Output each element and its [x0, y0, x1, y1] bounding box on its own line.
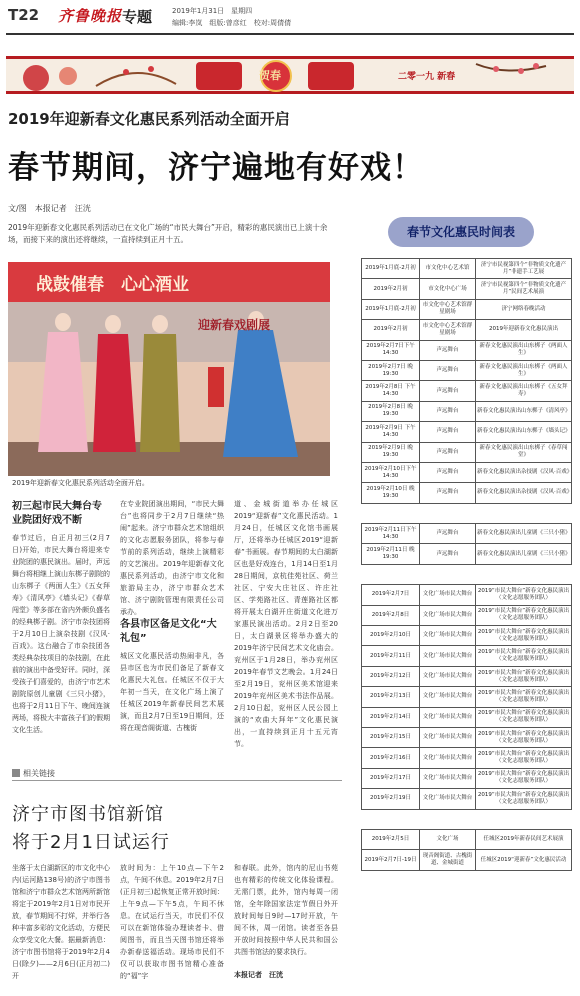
schedule-venue-cell: 文化广场市民大舞台: [420, 585, 476, 605]
newspaper-logo: 齐鲁晚报: [58, 7, 123, 25]
schedule-time-cell: 2019年2月初: [362, 320, 420, 340]
schedule-event-cell: 新春文化惠民演出儿童剧《三只小猪》: [476, 544, 572, 564]
schedule-row: [362, 829, 572, 849]
schedule-row: [362, 605, 572, 625]
schedule-venue-cell: 市文化中心艺术馆群星剧场: [420, 320, 476, 340]
schedule-event-cell: 2019“市民大舞台”新春文化惠民演出（文化志愿服务团队）: [476, 707, 572, 727]
schedule-time-cell: 2019年2月7日: [362, 585, 420, 605]
schedule-time-cell: 2019年2月12日: [362, 666, 420, 686]
article-byline: 文/图 本报记者 汪洸: [8, 204, 91, 213]
schedule-time-cell: 2019年2月16日: [362, 748, 420, 768]
schedule-venue-cell: 声远舞台: [420, 381, 476, 401]
schedule-event-cell: 2019“市民大舞台”新春文化惠民演出（文化志愿服务团队）: [476, 789, 572, 809]
schedule-event-cell: 新春文化惠民演出杂技剧《汉风·百戏》: [476, 462, 572, 482]
schedule-group-gap: [362, 809, 572, 829]
schedule-venue-cell: 文化广场市民大舞台: [420, 626, 476, 646]
schedule-row: [362, 768, 572, 788]
schedule-event-cell: 任城区2019年新春民间艺术展演: [476, 829, 572, 849]
library-headline-line1: 济宁市图书馆新馆: [12, 804, 164, 825]
schedule-row: [362, 422, 572, 442]
schedule-time-cell: 2019年2月10日下午14:30: [362, 462, 420, 482]
schedule-row: [362, 462, 572, 482]
schedule-time-cell: 2019年1月底-2月初: [362, 259, 420, 279]
schedule-row: [362, 259, 572, 279]
schedule-row: [362, 360, 572, 380]
schedule-event-cell: 新春文化惠民演出山东梆子《五女拜寿》: [476, 381, 572, 401]
schedule-table: [361, 258, 572, 871]
schedule-row: [362, 666, 572, 686]
schedule-event-cell: 2019“市民大舞台”新春文化惠民演出（文化志愿服务团队）: [476, 768, 572, 788]
photo-banner-text: 战鼓催春 心心酒业: [36, 275, 189, 295]
schedule-title-tag: 春节文化惠民时间表: [388, 217, 534, 247]
schedule-row: [362, 707, 572, 727]
schedule-event-cell: 2019“市民大舞台”新春文化惠民演出（文化志愿服务团队）: [476, 626, 572, 646]
schedule-venue-cell: 市文化中心艺术馆群星剧场: [420, 299, 476, 319]
schedule-event-cell: 2019“市民大舞台”新春文化惠民演出（文化志愿服务团队）: [476, 687, 572, 707]
schedule-time-cell: 2019年2月5日: [362, 829, 420, 849]
schedule-venue-cell: 文化广场: [420, 829, 476, 849]
schedule-time-cell: 2019年2月15日: [362, 727, 420, 747]
schedule-row: [362, 483, 572, 503]
schedule-venue-cell: 声远舞台: [420, 401, 476, 421]
schedule-time-cell: 2019年2月8日: [362, 605, 420, 625]
schedule-time-cell: 2019年2月7日下午14:30: [362, 340, 420, 360]
schedule-time-cell: 2019年2月9日 晚19:30: [362, 442, 420, 462]
library-col1-text: 坐落于太白湖新区的市文化中心内(运河路138号)的济宁市图书馆和济宁市群众艺术馆两所新馆将定于2019年2月1日对市民开放，春节期间不打烊，并举行各种丰富多彩的文化活动，方便民众享受文化大餐。据最新消息：济宁市图书馆将于2019年2月4日(除夕)——2月6日(正月初二)开: [12, 864, 110, 980]
schedule-event-cell: 济宁市民视第四个“非物质文化遗产月”民间艺术展演: [476, 279, 572, 299]
schedule-event-cell: 2019“市民大舞台”新春文化惠民演出（文化志愿服务团队）: [476, 646, 572, 666]
schedule-time-cell: 2019年2月17日: [362, 768, 420, 788]
schedule-venue-cell: 声远舞台: [420, 524, 476, 544]
schedule-event-cell: 新春文化惠民演出儿童剧《三只小猪》: [476, 524, 572, 544]
schedule-venue-cell: 文化广场市民大舞台: [420, 768, 476, 788]
schedule-event-cell: 济宁市民视第四个“非物质文化遗产月”非遗手工艺展: [476, 259, 572, 279]
schedule-event-cell: 新春文化惠民演出山东梆子《墙头记》: [476, 422, 572, 442]
photo-caption: 2019年迎新春文化惠民系列活动全面开启。: [12, 479, 149, 487]
library-headline-line2: 将于2月1日试运行: [12, 832, 170, 853]
schedule-venue-cell: 市文化中心艺术馆: [420, 259, 476, 279]
schedule-venue-cell: 声远舞台: [420, 360, 476, 380]
schedule-venue-cell: 声远舞台: [420, 462, 476, 482]
schedule-event-cell: 新春文化惠民演出山东梆子《两面人生》: [476, 340, 572, 360]
schedule-gap-cell: [362, 809, 572, 829]
schedule-time-cell: 2019年2月11日: [362, 646, 420, 666]
schedule-venue-cell: 文化广场市民大舞台: [420, 727, 476, 747]
schedule-row: [362, 850, 572, 870]
related-label: 相关链接: [23, 769, 55, 778]
article-lead: 2019年迎新春文化惠民系列活动已在文化广场的“市民大舞台”开启，精彩的惠民演出已上演十余场，而接下来的演出还将继续，一直持续到正月十五。: [8, 223, 328, 244]
schedule-time-cell: 2019年2月19日: [362, 789, 420, 809]
schedule-time-cell: 2019年2月11日 晚19:30: [362, 544, 420, 564]
col2-text-a: 在专业院团演出期间，“市民大舞台”也将同步于2月7日继续“热闹”起来。济宁市群众艺术馆组织的文化志愿服务团队，将参与春节前的系列活动，继续上演精彩的文艺演出。2019年迎新春文化惠民系列活动，由济宁市文化和旅游局主办，济宁市群众艺术馆、济宁剧院管理有限责任公司承办。: [120, 500, 224, 616]
issue-date: 2019年1月31日 星期四: [172, 7, 253, 15]
schedule-venue-cell: 文化广场市民大舞台: [420, 666, 476, 686]
stage-photo: [8, 262, 330, 476]
schedule-event-cell: 新春文化惠民演出杂技剧《汉风·百戏》: [476, 483, 572, 503]
schedule-event-cell: 新春文化惠民演出山东梆子《春草闯堂》: [476, 442, 572, 462]
col3-text: 道、金城街道举办任城区2019“迎新春”文化惠民活动。1月24日，任城区文化馆书画展厅，还将举办任城区2019“迎新春”书画展。春节期间的太白湖新区也是好戏连台，1月14日至1月28日期间，京杭佳苑社区、荷兰社区、宁安大庄社区、许庄社区、学苑路社区、青莲路社区都将开展太白湖开庄街道文化进万家惠民演出活动。2月2日至20日，太白湖景区将举办盛大的2019年济宁民间艺术文化庙会。兖州区于1月28日，举办兖州区2019年春节文艺晚会。1月24日至2月19日，兖州区美术馆迎来2019年兖州区美术书法作品展。2月10日起，兖州区人民公园上演的“欢曲大拜年”文化惠民演出，一直持续到正月十五元宵节。: [234, 500, 338, 748]
schedule-time-cell: 2019年2月14日: [362, 707, 420, 727]
schedule-time-cell: 2019年2月10日: [362, 626, 420, 646]
schedule-row: [362, 626, 572, 646]
schedule-gap-cell: [362, 503, 572, 523]
schedule-venue-cell: 文化广场市民大舞台: [420, 748, 476, 768]
schedule-venue-cell: 声远舞台: [420, 340, 476, 360]
library-col3-text: 和春联。此外，馆内的尼山书苑也有精彩的传统文化体验课程。无需门票，此外，馆内每周一闭馆，全年除国家法定节假日外开放时间每日9时—17时开放，午间不休，周一闭馆。读者至各县开放时间按照中华人民共和国公共图书馆法的要求执行。: [234, 864, 338, 956]
schedule-row: [362, 687, 572, 707]
schedule-venue-cell: 文化广场市民大舞台: [420, 687, 476, 707]
schedule-venue-cell: 文化广场市民大舞台: [420, 605, 476, 625]
schedule-venue-cell: 文化广场市民大舞台: [420, 646, 476, 666]
schedule-venue-cell: 文化广场市民大舞台: [420, 789, 476, 809]
related-link-header: [12, 768, 342, 781]
banner-center-text: 贺春: [259, 69, 281, 82]
schedule-time-cell: 2019年2月7日-19日: [362, 850, 420, 870]
article-kicker: 2019年迎新春文化惠民系列活动全面开启: [8, 110, 290, 128]
schedule-time-cell: 2019年2月8日 下午14:30: [362, 381, 420, 401]
schedule-event-cell: 新春文化惠民演出山东梆子《清风亭》: [476, 401, 572, 421]
header-rule: [6, 33, 574, 35]
schedule-row: [362, 646, 572, 666]
schedule-event-cell: 2019“市民大舞台”新春文化惠民演出（文化志愿服务团队）: [476, 727, 572, 747]
schedule-event-cell: 新春文化惠民演出山东梆子《两面人生》: [476, 360, 572, 380]
schedule-venue-cell: 声远舞台: [420, 544, 476, 564]
schedule-row: [362, 381, 572, 401]
schedule-time-cell: 2019年2月13日: [362, 687, 420, 707]
schedule-event-cell: 2019“市民大舞台”新春文化惠民演出（文化志愿服务团队）: [476, 666, 572, 686]
schedule-time-cell: 2019年2月初: [362, 279, 420, 299]
schedule-row: [362, 727, 572, 747]
schedule-group-gap: [362, 503, 572, 523]
schedule-time-cell: 2019年2月8日 晚19:30: [362, 401, 420, 421]
schedule-time-cell: 2019年1月底-2月初: [362, 299, 420, 319]
schedule-time-cell: 2019年2月7日 晚19:30: [362, 360, 420, 380]
schedule-time-cell: 2019年2月9日 下午14:30: [362, 422, 420, 442]
schedule-venue-cell: 市文化中心广场: [420, 279, 476, 299]
festive-banner: [6, 56, 574, 94]
schedule-gap-cell: [362, 564, 572, 584]
schedule-row: [362, 401, 572, 421]
editor-credits: 编辑:李岚 组版:曾彦红 校对:周倩倩: [172, 19, 292, 27]
col2-subhead: 各县市区备足文化“大礼包”: [120, 619, 217, 644]
photo-banner-text-2: 迎新春戏剧展: [198, 318, 271, 332]
schedule-row: [362, 299, 572, 319]
banner-right-text: 二零一九 新春: [398, 72, 456, 82]
schedule-row: [362, 340, 572, 360]
square-icon: [12, 769, 20, 777]
schedule-time-cell: 2019年2月10日 晚19:30: [362, 483, 420, 503]
schedule-row: [362, 279, 572, 299]
schedule-venue-cell: 声远舞台: [420, 483, 476, 503]
col2-text-b: 城区文化惠民活动热闹非凡，各县市区也为市民们备足了新春文化惠民大礼包。任城区不仅于大年初一当天，在文化广场上演了任城区2019年新春民间艺术展演，而且2月7日至19日期间，还将在现音阁街道、古槐街: [120, 652, 224, 732]
schedule-venue-cell: 文化广场市民大舞台: [420, 707, 476, 727]
schedule-row: [362, 748, 572, 768]
schedule-group-gap: [362, 564, 572, 584]
schedule-event-cell: 2019“市民大舞台”新春文化惠民演出（文化志愿服务团队）: [476, 748, 572, 768]
schedule-venue-cell: 声远舞台: [420, 422, 476, 442]
banner-decoration: [6, 56, 574, 94]
schedule-venue-cell: 声远舞台: [420, 442, 476, 462]
col1-text: 春节过后，自正月初三(2月7日)开始，市民大舞台将迎来专业院团的惠民演出。届时，声远舞台将相继上演山东梆子剧院的山东梆子《两面人生》《五女拜寿》《清风亭》《墙头记》《春草闯堂》等多部在省内外颇负盛名的经典梆子剧。济宁市杂技团将于2月10日上演杂技剧《汉风·百戏》。这台融合了市杂技团各类经典杂技项目的杂技剧，在此前的演出中备受好评。同时，深受孩子们喜爱的，由济宁市艺术剧院原创儿童剧《三只小猪》，也将于2月11日下午、晚间连演两场，将极大丰富孩子们的假期文化生活。: [12, 534, 110, 734]
library-col2-text: 放时间为：上午10点—下午2点，午间不休息。2019年2月7日(正月初三)起恢复正常开放时间：上午9点—下午5点，午间不休息。在试运行当天，市民们不仅可以在新馆体验办理读者卡、借阅图书，而且当天图书馆还将举办新春送福活动。现场市民们不仅可以获取市图书馆精心准备的“福”字: [120, 864, 224, 980]
schedule-row: [362, 442, 572, 462]
schedule-venue-cell: 现音阁街道、古槐街道、金城街道: [420, 850, 476, 870]
schedule-event-cell: 2019“市民大舞台”新春文化惠民演出（文化志愿服务团队）: [476, 605, 572, 625]
schedule-event-cell: 济宁网络春晚活动: [476, 299, 572, 319]
schedule-row: [362, 320, 572, 340]
schedule-time-cell: 2019年2月11日下午14:30: [362, 524, 420, 544]
schedule-row: [362, 789, 572, 809]
schedule-event-cell: 任城区2019“迎新春”文化惠民活动: [476, 850, 572, 870]
schedule-event-cell: 2019年迎新春文化惠民演出: [476, 320, 572, 340]
col1-subhead: 初三起市民大舞台专业院团好戏不断: [12, 501, 102, 526]
schedule-row: [362, 544, 572, 564]
section-title: 专题: [122, 8, 153, 26]
article-headline: 春节期间，济宁遍地有好戏！: [8, 150, 424, 186]
schedule-row: [362, 524, 572, 544]
page-number: T22: [8, 6, 40, 24]
schedule-row: [362, 585, 572, 605]
schedule-event-cell: 2019“市民大舞台”新春文化惠民演出（文化志愿服务团队）: [476, 585, 572, 605]
library-byline: 本报记者 汪洸: [234, 971, 283, 979]
